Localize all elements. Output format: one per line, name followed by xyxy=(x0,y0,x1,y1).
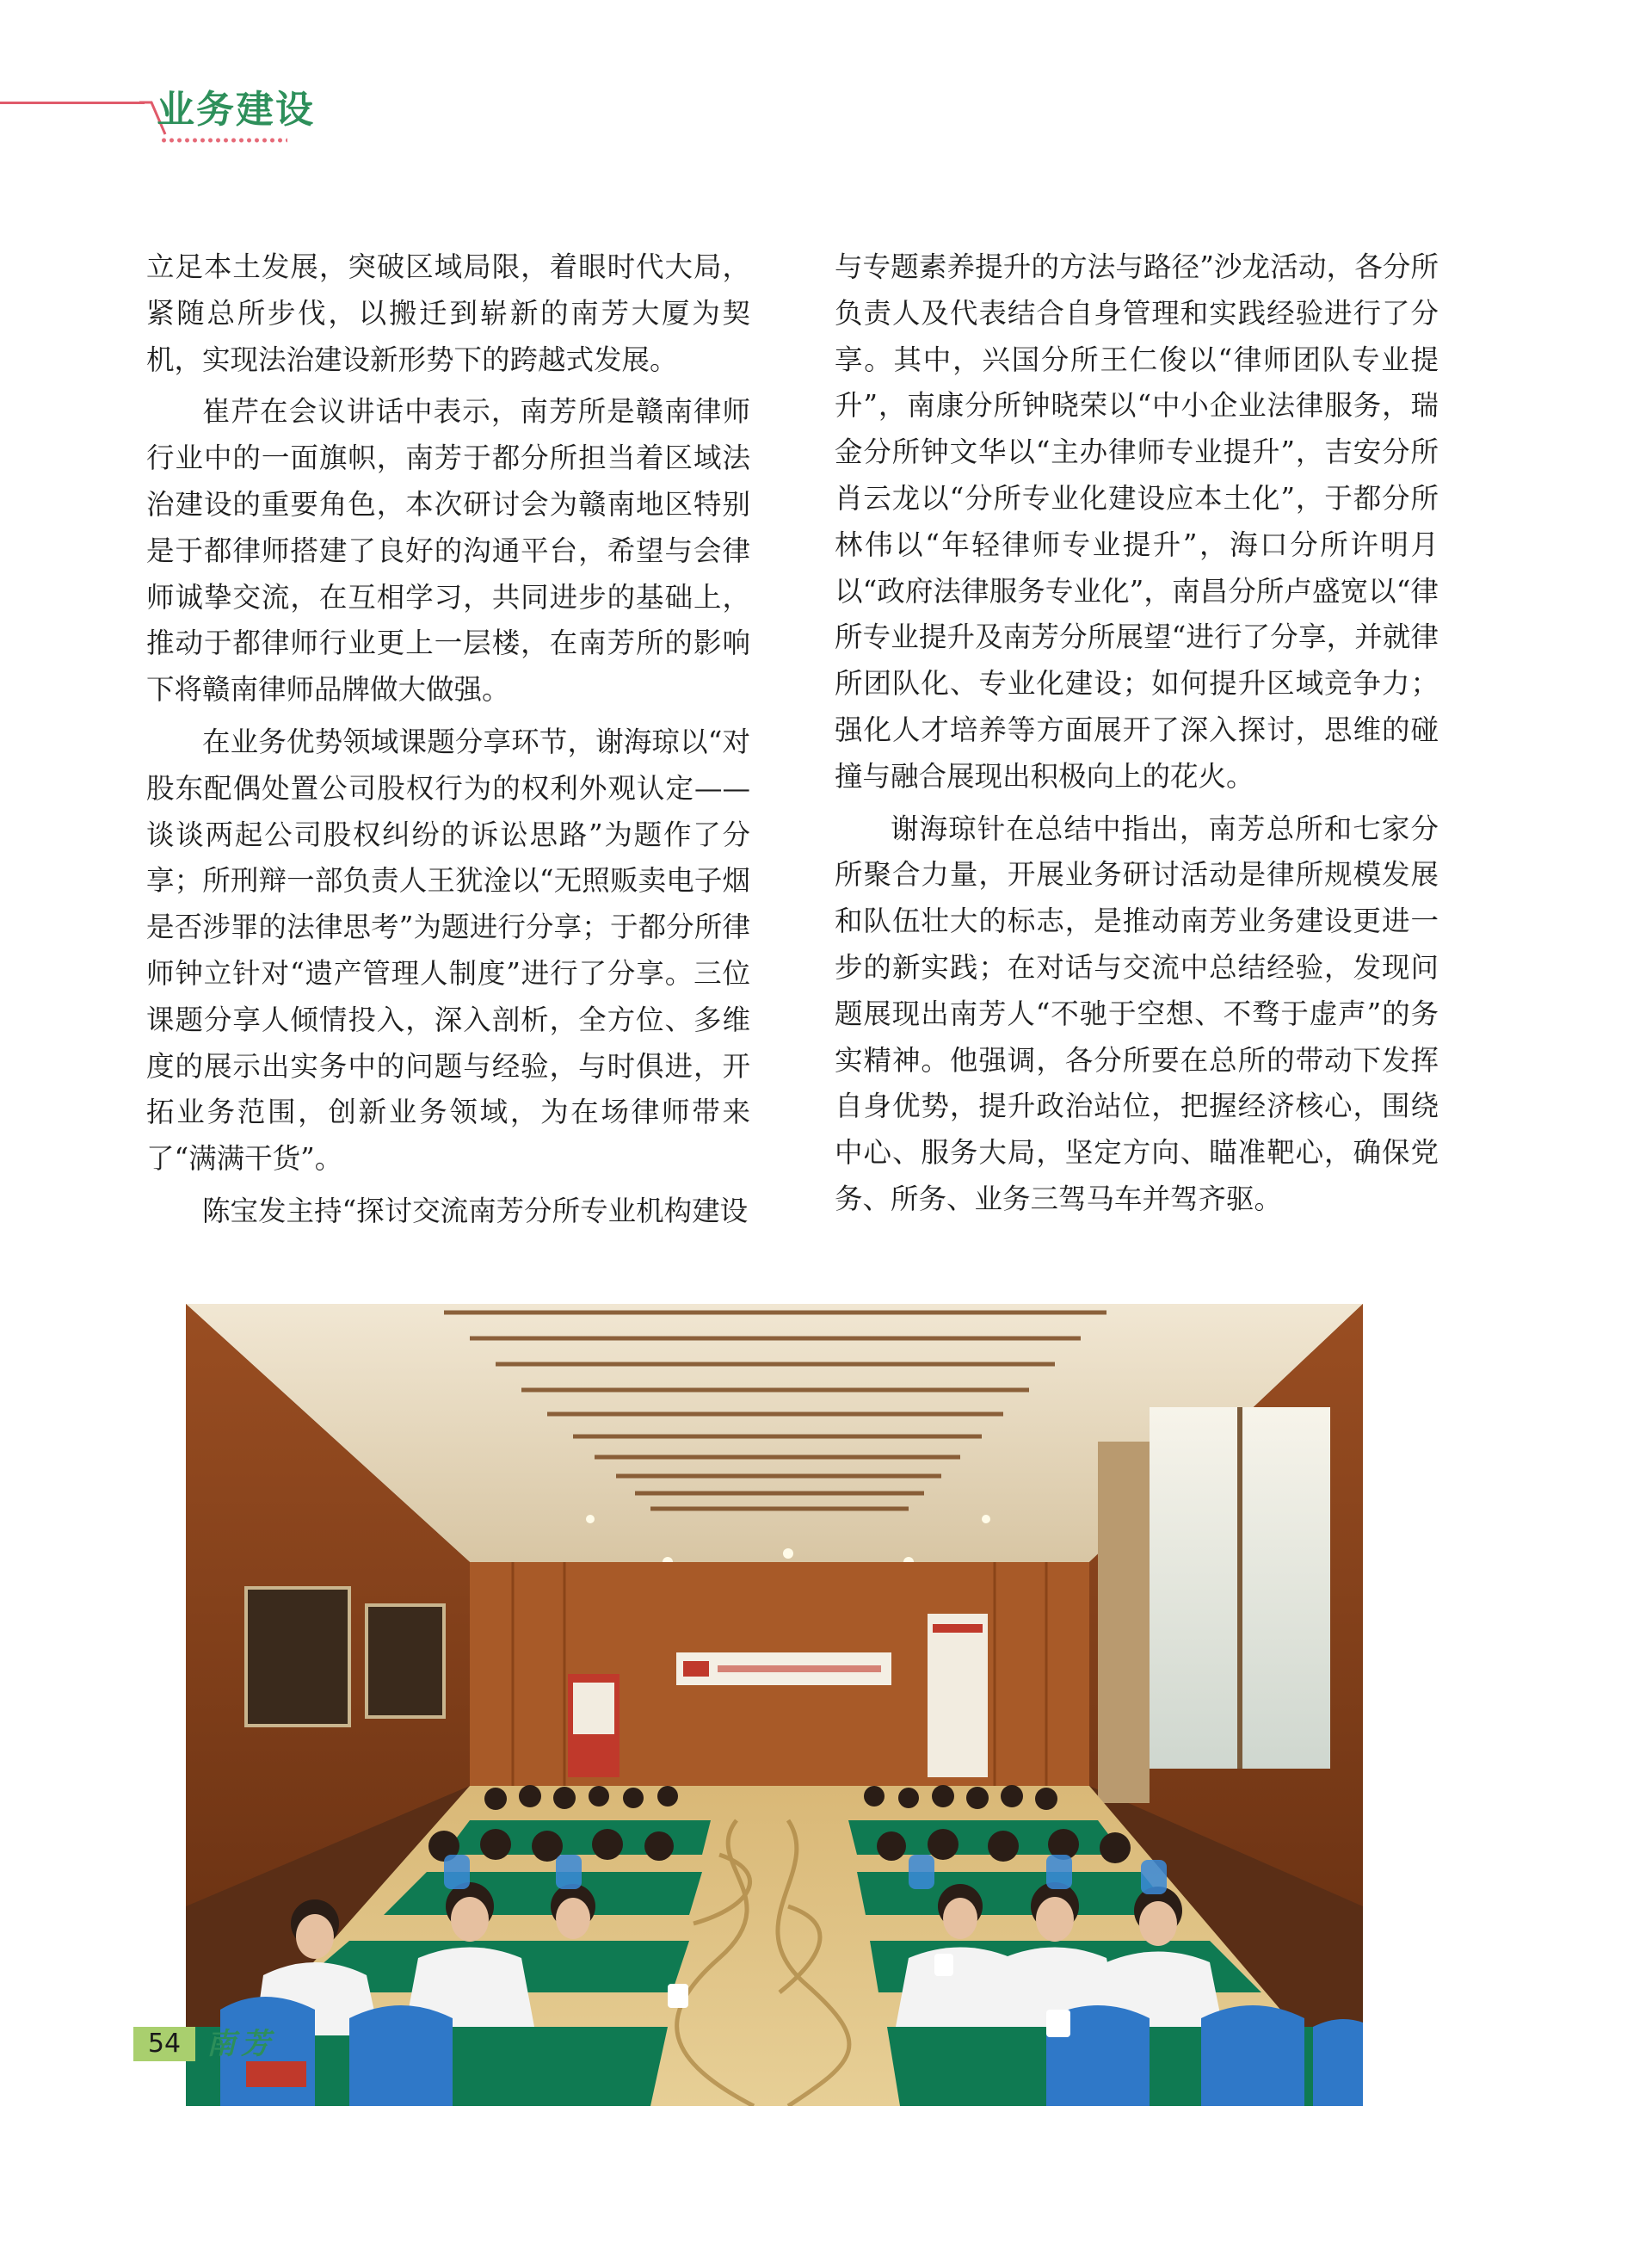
article-paragraph: 与专题素养提升的方法与路径”沙龙活动，各分所负责人及代表结合自身管理和实践经验进行了分享。其中，兴国分所王仁俊以“律师团队专业提升”，南康分所钟晓荣以“中小企业法律服务，瑞金分所钟文华以“主办律师专业提升”，吉安分所肖云龙以“分所专业化建设应本土化”，于都分所林伟以“年轻律师专业提升”，海口分所许明月以“政府法律服务专业化”，南昌分所卢盛宽以“律所专业提升及南芳分所展望“进行了分享，并就律所团队化、专业化建设；如何提升区域竞争力；强化人才培养等方面展开了深入探讨，思维的碰撞与融合展现出积极向上的花火。 xyxy=(835,250,1439,793)
article-paragraph: 立足本土发展，突破区域局限，着眼时代大局，紧随总所步伐，以搬迁到崭新的南芳大厦为契机，实现法治建设新形势下的跨越式发展。 xyxy=(146,250,750,376)
article-paragraph: 谢海琼针在总结中指出，南芳总所和七家分所聚合力量，开展业务研讨活动是律所规模发展和队伍壮大的标志，是推动南芳业务建设更进一步的新实践；在对话与交流中总结经验，发现问题展现出南芳人“不驰于空想、不骛于虚声”的务实精神。他强调，各分所要在总所的带动下发挥自身优势，提升政治站位，把握经济核心，围绕中心、服务大局，坚定方向、瞄准靶心，确保党务、所务、业务三驾马车并驾齐驱。 xyxy=(835,812,1439,1215)
article-paragraph: 在业务优势领域课题分享环节，谢海琼以“对股东配偶处置公司股权行为的权利外观认定——谈谈两起公司股权纠纷的诉讼思路”为题作了分享；所刑辩一部负责人王犹淦以“无照贩卖电子烟是否涉罪的法律思考”为题进行分享；于都分所律师钟立针对“遗产管理人制度”进行了分享。三位课题分享人倾情投入，深入剖析，全方位、多维度的展示出实务中的问题与经验，与时俱进，开拓业务范围，创新业务领域，为在场律师带来了“满满干货”。 xyxy=(146,725,750,1176)
article-right-column xyxy=(835,244,1439,1229)
article-paragraph: 陈宝发主持“探讨交流南芳分所专业机构建设 xyxy=(202,1194,749,1227)
header-dot-decoration xyxy=(160,136,287,145)
magazine-brand: 南芳 xyxy=(206,2027,275,2061)
article-left-column xyxy=(146,244,750,1241)
seminar-photo xyxy=(186,1304,1363,2106)
section-title: 业务建设 xyxy=(157,88,315,132)
article-paragraph: 崔芹在会议讲话中表示，南芳所是赣南律师行业中的一面旗帜，南芳于都分所担当着区域法治建设的重要角色，本次研讨会为赣南地区特别是于都律师搭建了良好的沟通平台，希望与会律师诚挚交流，在互相学习，共同进步的基础上，推动于都律师行业更上一层楼，在南芳所的影响下将赣南律师品牌做大做强。 xyxy=(146,395,750,707)
header-accent-line xyxy=(0,102,145,104)
page-number: 54 xyxy=(147,2029,182,2059)
